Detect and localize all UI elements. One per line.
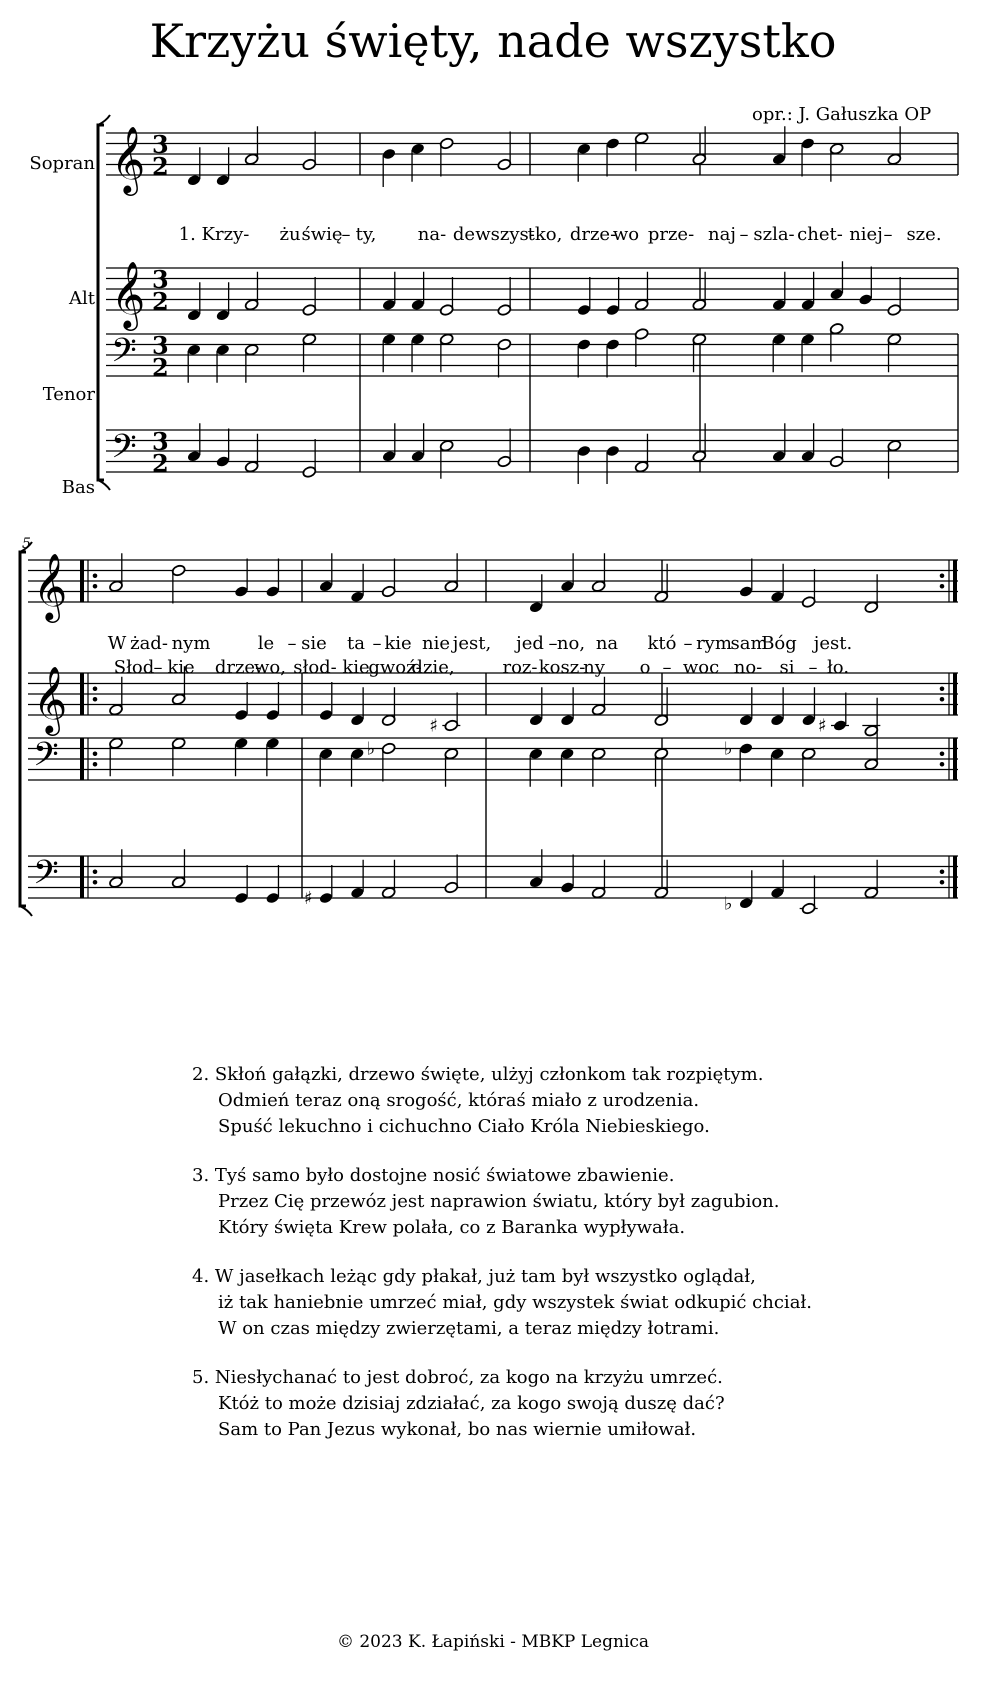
lyric-syllable: – [287, 633, 297, 654]
stanza-line: 4. W jasełkach leżąc gdy płakał, już tam był wszystko oglądał, [192, 1266, 756, 1287]
repeat-dot [93, 573, 98, 578]
time-signature: 2 [152, 353, 169, 382]
lyric-syllable: 1. Krzy- [178, 224, 250, 245]
time-signature: 3 [152, 427, 169, 456]
lyric-syllable: rym [696, 633, 732, 654]
bass-clef: 𝄢 [111, 428, 137, 474]
repeat-dot [940, 880, 945, 885]
lyric-syllable: prze- [647, 224, 695, 245]
repeat-dot [93, 686, 98, 691]
repeat-dot [93, 880, 98, 885]
voice-label-alt: Alt [69, 288, 95, 309]
lyric-syllable: na [595, 633, 619, 654]
lyric-syllable: szla- [753, 224, 795, 245]
stanza-4 [192, 1264, 812, 1342]
voice-label-sopran: Sopran [29, 153, 95, 174]
repeat-dot [940, 869, 945, 874]
lyric-syllable: kie [342, 657, 370, 678]
lyric-syllable: gwoź- [368, 657, 422, 678]
lyric-syllable: – [683, 633, 693, 654]
repeat-dot [940, 751, 945, 756]
lyric-syllable: dzie, [411, 657, 455, 678]
stanza-line: Sam to Pan Jezus wykonał, bo nas wiernie umiłował. [218, 1419, 697, 1440]
lyric-syllable: naj [708, 224, 736, 245]
time-signature: 3 [152, 265, 169, 294]
lyric-syllable: Bóg [761, 633, 797, 654]
stanza-line: 5. Niesłychanać to jest dobroć, za kogo na krzyżu umrzeć. [192, 1367, 723, 1388]
stanza-3 [192, 1163, 779, 1241]
time-signature: 2 [152, 449, 169, 478]
page-title: Krzyżu święty, nade wszystko [149, 14, 837, 68]
lyric-syllable: niej [849, 224, 883, 245]
lyric-syllable: no- [733, 657, 763, 678]
lyric-syllable: roz- [502, 657, 538, 678]
lyric-syllable: wo, [254, 657, 286, 678]
flat-sign: ♭ [724, 893, 733, 915]
lyric-syllable: ta [347, 633, 365, 654]
treble-clef: 𝄞 [33, 552, 68, 620]
lyric-syllable: któ [647, 633, 677, 654]
time-signature: 3 [152, 130, 169, 159]
stanza-5 [192, 1365, 725, 1443]
lyric-syllable: no, [556, 633, 586, 654]
lyric-syllable: – [662, 657, 672, 678]
lyric-syllable: kosz- [538, 657, 586, 678]
arranger-credit: opr.: J. Gałuszka OP [752, 104, 932, 125]
sharp-sign: ♯ [429, 715, 439, 737]
flat-sign: ♭ [366, 738, 376, 760]
treble-clef: 𝄞 [33, 665, 68, 733]
lyric-syllable: – [548, 633, 558, 654]
lyric-syllable: sie [301, 633, 327, 654]
repeat-dot [940, 573, 945, 578]
lyric-syllable: – [739, 224, 749, 245]
lyric-syllable: sam [730, 633, 768, 654]
lyric-syllable: – [372, 633, 382, 654]
repeat-dot [93, 751, 98, 756]
stanza-line: Spuść lekuchno i cichuchno Ciało Króla Niebieskiego. [218, 1116, 710, 1137]
time-signature: 2 [152, 152, 169, 181]
system-bracket [20, 552, 26, 906]
lyric-syllable: na- [417, 224, 447, 245]
bass-clef: 𝄢 [33, 854, 59, 900]
stanza-line: 3. Tyś samo było dostojne nosić światowe zbawienie. [192, 1165, 675, 1186]
repeat-dot [93, 762, 98, 767]
stanza-line: Który święta Krew polała, co z Baranka wypływała. [218, 1217, 686, 1238]
lyric-syllable: woc [682, 657, 720, 678]
lyric-syllable: – [883, 224, 893, 245]
flat-sign: ♭ [724, 738, 733, 760]
stanza-2 [192, 1062, 763, 1140]
lyric-syllable: tko, [527, 224, 563, 245]
lyric-syllable: nie [421, 633, 451, 654]
stanza-line: iż tak haniebnie umrzeć miał, gdy wszystek świat odkupić chciał. [218, 1292, 812, 1313]
lyric-syllable: wo [612, 224, 640, 245]
lyric-syllable: o [639, 657, 651, 678]
voice-label-tenor: Tenor [42, 384, 95, 405]
lyric-syllable: jed [516, 633, 544, 654]
repeat-dot [93, 584, 98, 589]
lyric-syllable: drze- [214, 657, 262, 678]
lyric-syllable: żu [279, 224, 301, 245]
sharp-sign: ♯ [818, 715, 827, 737]
voice-label-bas: Bas [61, 477, 95, 498]
treble-clef: 𝄞 [111, 125, 146, 193]
lyric-syllable: W [107, 633, 127, 654]
lyric-syllable: nym [171, 633, 211, 654]
repeat-dot [93, 869, 98, 874]
lyric-syllable: świę [301, 224, 343, 245]
bass-clef: 𝄢 [111, 332, 137, 378]
lyric-syllable: wszys- [475, 224, 535, 245]
lyric-syllable: kie [384, 633, 412, 654]
lyric-syllable: de [452, 224, 476, 245]
treble-clef: 𝄞 [111, 260, 146, 328]
stanza-line: Przez Cię przewóz jest naprawion światu, który był zagubion. [218, 1191, 780, 1212]
measure-number: 5 [22, 536, 31, 552]
repeat-dot [940, 762, 945, 767]
stanza-line: W on czas między zwierzętami, a teraz między łotrami. [218, 1318, 720, 1339]
lyric-syllable: słod- [293, 657, 337, 678]
stanza-line: Któż to może dzisiaj zdziałać, za kogo swoją duszę dać? [218, 1393, 725, 1414]
bass-clef: 𝄢 [33, 736, 59, 782]
lyric-syllable: Słod [113, 657, 155, 678]
lyric-syllable: si [779, 657, 795, 678]
lyric-syllable: sze. [906, 224, 942, 245]
lyric-syllable: – [341, 224, 351, 245]
lyric-syllable: jest. [813, 633, 853, 654]
lyric-syllable: le [257, 633, 275, 654]
repeat-dot [940, 584, 945, 589]
sharp-sign: ♯ [304, 888, 313, 909]
stanza-line: 2. Skłoń gałązki, drzewo święte, ulżyj członkom tak rozpiętym. [192, 1064, 764, 1085]
repeat-dot [940, 697, 945, 702]
repeat-dot [940, 686, 945, 691]
repeat-dot [93, 697, 98, 702]
lyric-syllable: chet- [797, 224, 843, 245]
copyright-footer: © 2023 K. Łapiński - MBKP Legnica [336, 1632, 650, 1652]
lyric-syllable: ny [583, 657, 605, 678]
stanza-line: Odmień teraz oną srogość, któraś miało z urodzenia. [218, 1090, 700, 1111]
lyric-syllable: drze- [569, 224, 617, 245]
lyric-syllable: jest, [452, 633, 492, 654]
lyric-syllable: – [153, 657, 163, 678]
system-bracket [98, 125, 104, 480]
time-signature: 2 [152, 287, 169, 316]
time-signature: 3 [152, 331, 169, 360]
lyric-syllable: ty, [355, 224, 377, 245]
lyric-syllable: kie [167, 657, 195, 678]
lyric-syllable: ło. [826, 657, 850, 678]
lyric-syllable: – [808, 657, 818, 678]
lyric-syllable: żad- [130, 633, 168, 654]
